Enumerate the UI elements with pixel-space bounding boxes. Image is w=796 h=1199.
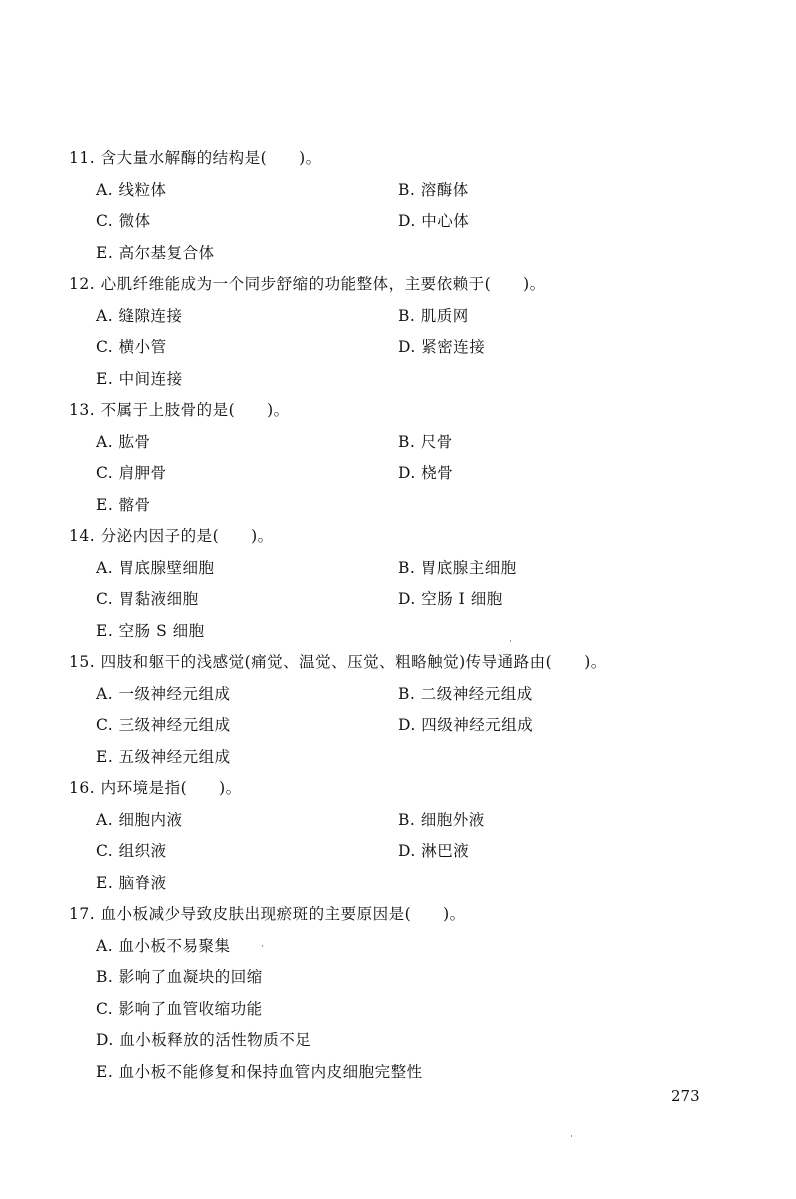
question-11-option-b: B. 溶酶体 <box>398 181 469 199</box>
question-17-option-d: D. 血小板释放的活性物质不足 <box>96 1031 312 1049</box>
question-12-option-e: E. 中间连接 <box>96 370 183 388</box>
question-13-option-b: B. 尺骨 <box>398 433 453 451</box>
question-15-option-b: B. 二级神经元组成 <box>398 685 533 703</box>
question-16-option-d: D. 淋巴液 <box>398 842 470 860</box>
question-17-option-e: E. 血小板不能修复和保持血管内皮细胞完整性 <box>96 1063 423 1081</box>
scan-speck <box>510 640 511 642</box>
question-14-stem: 14. 分泌内因子的是( )。 <box>69 527 274 545</box>
question-17-option-a: A. 血小板不易聚集 <box>96 937 231 955</box>
question-17-option-b: B. 影响了血凝块的回缩 <box>96 968 263 986</box>
question-14-option-d: D. 空肠 I 细胞 <box>398 590 503 608</box>
question-12-stem: 12. 心肌纤维能成为一个同步舒缩的功能整体，主要依赖于( )。 <box>69 275 546 293</box>
question-11-option-e: E. 高尔基复合体 <box>96 244 215 262</box>
question-12-option-b: B. 肌质网 <box>398 307 469 325</box>
question-15-stem: 15. 四肢和躯干的浅感觉(痛觉、温觉、压觉、粗略触觉)传导通路由( )。 <box>69 653 607 671</box>
question-15-option-d: D. 四级神经元组成 <box>398 716 534 734</box>
question-15-option-a: A. 一级神经元组成 <box>96 685 231 703</box>
question-11-option-a: A. 线粒体 <box>96 181 167 199</box>
question-13-option-a: A. 肱骨 <box>96 433 151 451</box>
question-14-option-a: A. 胃底腺壁细胞 <box>96 559 215 577</box>
question-12-option-d: D. 紧密连接 <box>398 338 486 356</box>
question-13-option-d: D. 桡骨 <box>398 464 454 482</box>
question-16-option-c: C. 组织液 <box>96 842 167 860</box>
question-14-option-c: C. 胃黏液细胞 <box>96 590 199 608</box>
question-14-option-e: E. 空肠 S 细胞 <box>96 622 205 640</box>
question-16-option-e: E. 脑脊液 <box>96 874 167 892</box>
question-13-option-e: E. 髂骨 <box>96 496 151 514</box>
question-12-option-c: C. 横小管 <box>96 338 167 356</box>
question-15-option-e: E. 五级神经元组成 <box>96 748 231 766</box>
question-13-stem: 13. 不属于上肢骨的是( )。 <box>69 401 290 419</box>
question-11-option-d: D. 中心体 <box>398 212 470 230</box>
question-12-option-a: A. 缝隙连接 <box>96 307 183 325</box>
question-11-stem: 11. 含大量水解酶的结构是( )。 <box>69 149 322 167</box>
question-17-stem: 17. 血小板减少导致皮肤出现瘀斑的主要原因是( )。 <box>69 905 466 923</box>
scan-speck <box>571 1135 572 1137</box>
question-16-option-a: A. 细胞内液 <box>96 811 183 829</box>
question-15-option-c: C. 三级神经元组成 <box>96 716 231 734</box>
question-11-option-c: C. 微体 <box>96 212 151 230</box>
question-13-option-c: C. 肩胛骨 <box>96 464 167 482</box>
page-number: 273 <box>671 1087 700 1105</box>
question-14-option-b: B. 胃底腺主细胞 <box>398 559 517 577</box>
question-16-stem: 16. 内环境是指( )。 <box>69 779 242 797</box>
question-17-option-c: C. 影响了血管收缩功能 <box>96 1000 263 1018</box>
scan-speck <box>262 945 263 947</box>
question-16-option-b: B. 细胞外液 <box>398 811 485 829</box>
